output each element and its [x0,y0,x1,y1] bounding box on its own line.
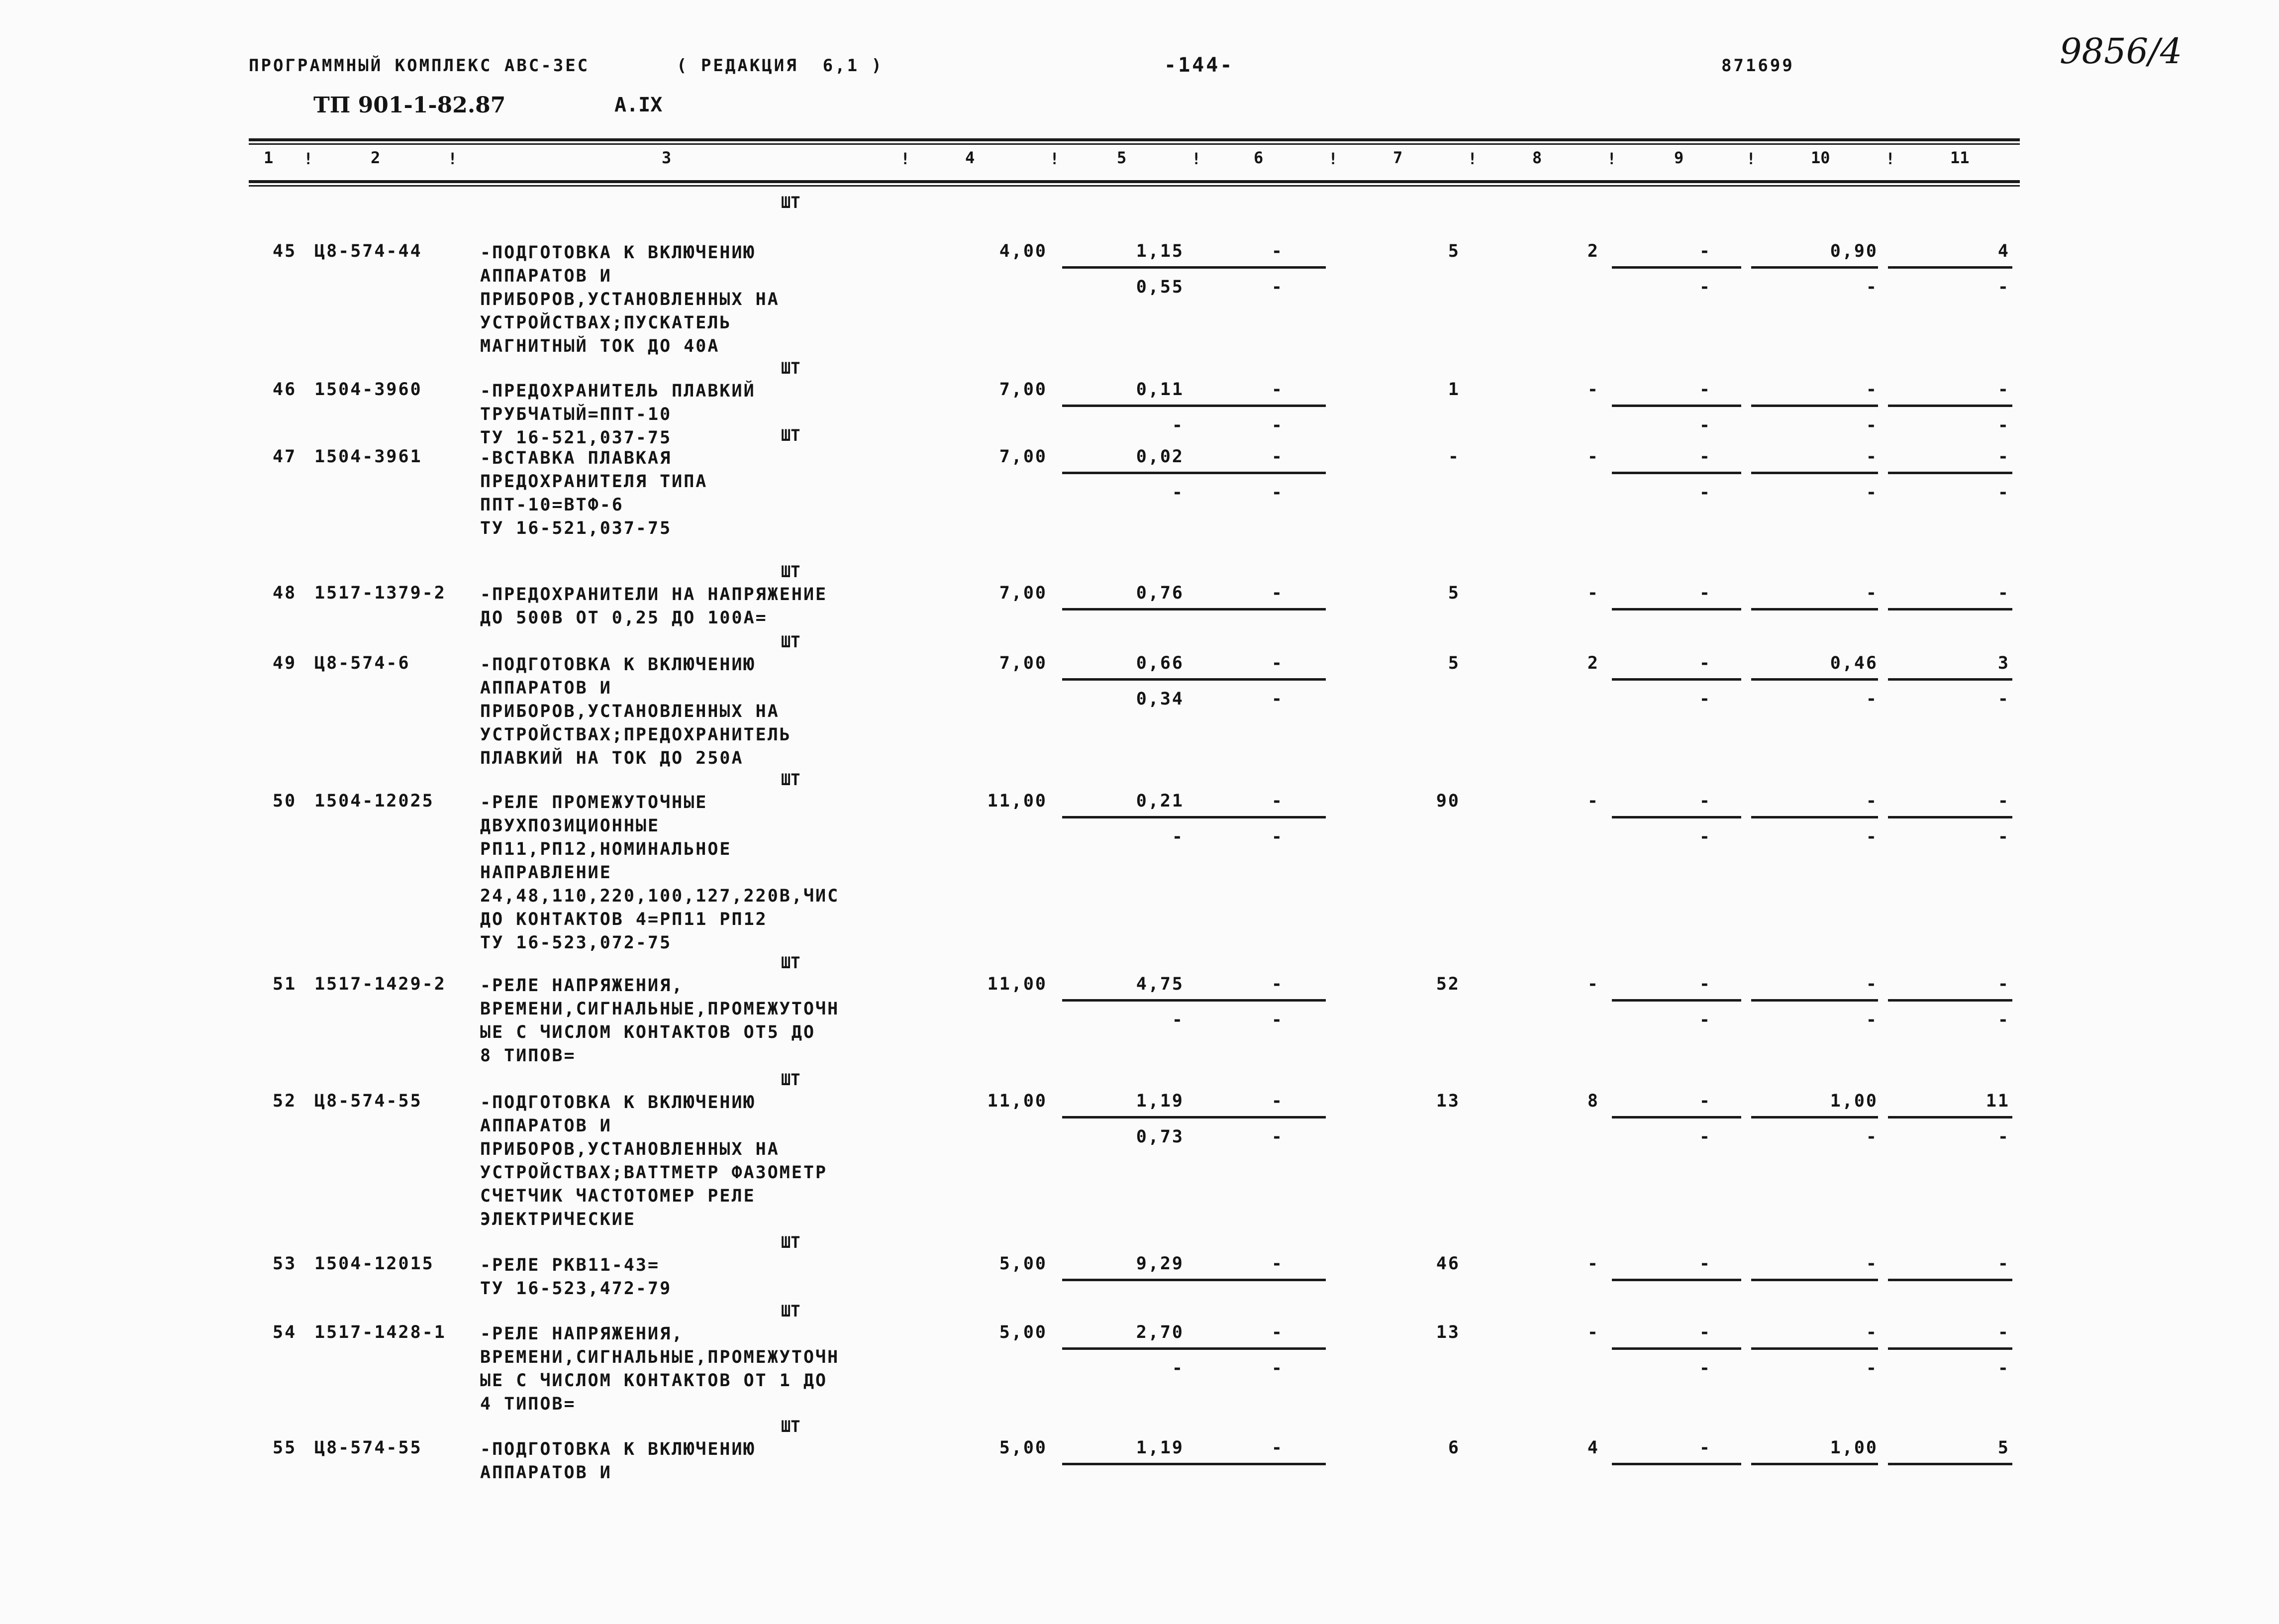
value-col10-secondary: - [1866,827,1878,847]
unit-label: ШТ [781,426,800,445]
value-col5-secondary: - [1172,1010,1184,1030]
value-col10-secondary: - [1866,277,1878,297]
value-divider-line [1751,266,1878,269]
row-number: 54 [273,1322,297,1342]
value-divider-line [1062,608,1199,610]
value-col7: 1 [1448,380,1460,400]
value-col10: - [1866,380,1878,400]
album-label: А.IX [614,94,663,116]
column-number-4: 4 [965,148,975,167]
value-col9: - [1699,241,1711,261]
value-col11: - [1997,583,2010,603]
value-col11-secondary: - [1997,277,2010,297]
item-code: 1517-1428-1 [314,1322,446,1342]
quantity-value: 7,00 [999,653,1047,673]
value-col6-secondary: - [1271,277,1284,297]
value-col9-secondary: - [1699,1358,1711,1378]
item-description: -РЕЛЕ НАПРЯЖЕНИЯ, ВРЕМЕНИ,СИГНАЛЬНЫЕ,ПРОМЕЖУТОЧН ЫЕ С ЧИСЛОМ КОНТАКТОВ ОТ 1 ДО 4 ТИПОВ= [480,1324,840,1414]
column-separator: ! [1050,149,1060,168]
header-rule-top2 [249,143,2020,145]
value-col10-secondary: - [1866,1127,1878,1147]
item-description: -ПОДГОТОВКА К ВКЛЮЧЕНИЮ АППАРАТОВ И ПРИБОРОВ,УСТАНОВЛЕННЫХ НА УСТРОЙСТВАХ;ВАТТМЕТР ФАЗОМЕТР СЧЕТЧИК ЧАСТОТОМЕР РЕЛЕ ЭЛЕКТРИЧЕСКИЕ [480,1093,828,1229]
value-col5: 0,76 [1136,583,1184,603]
value-col6-secondary: - [1271,415,1284,435]
item-description: -ПОДГОТОВКА К ВКЛЮЧЕНИЮ АППАРАТОВ И ПРИБОРОВ,УСТАНОВЛЕННЫХ НА УСТРОЙСТВАХ;ПУСКАТЕЛЬ МАГНИТНЫЙ ТОК ДО 40А [480,243,780,356]
row-number: 47 [273,447,297,467]
value-col6: - [1271,653,1284,673]
value-col6-secondary: - [1271,1127,1284,1147]
column-number-2: 2 [371,148,381,167]
item-code: 1517-1429-2 [314,974,446,994]
column-number-8: 8 [1532,148,1542,167]
value-col6: - [1271,583,1284,603]
value-divider-line [1888,608,2012,610]
value-col6: - [1271,974,1284,994]
value-divider-line [1612,678,1741,681]
value-col8: 2 [1587,653,1599,673]
value-col7: 13 [1436,1091,1460,1111]
column-separator: ! [1746,149,1756,168]
value-divider-line [1612,1279,1741,1281]
value-col9-secondary: - [1699,1127,1711,1147]
value-col10: - [1866,791,1878,811]
value-col9-secondary: - [1699,689,1711,709]
quantity-value: 5,00 [999,1322,1047,1342]
value-col7: 5 [1448,241,1460,261]
column-number-6: 6 [1254,148,1264,167]
value-divider-line [1751,472,1878,474]
value-col7: 13 [1436,1322,1460,1342]
unit-label: ШТ [781,359,800,378]
value-divider-line [1888,472,2012,474]
value-col6: - [1271,241,1284,261]
row-number: 55 [273,1438,297,1458]
value-col8: - [1587,583,1599,603]
value-col5: 0,02 [1136,447,1184,467]
item-description: -ПРЕДОХРАНИТЕЛИ НА НАПРЯЖЕНИЕ ДО 500В ОТ 0,25 ДО 100А= [480,585,828,628]
value-col8: - [1587,791,1599,811]
value-col6: - [1271,791,1284,811]
value-divider-line [1199,678,1326,681]
value-col5: 1,15 [1136,241,1184,261]
value-col9: - [1699,653,1711,673]
value-divider-line [1199,1116,1326,1118]
value-divider-line [1612,999,1741,1002]
row-number: 48 [273,583,297,603]
value-col11-secondary: - [1997,415,2010,435]
value-divider-line [1612,608,1741,610]
row-number: 52 [273,1091,297,1111]
value-divider-line [1062,1279,1199,1281]
item-code: 1517-1379-2 [314,583,446,603]
value-divider-line [1888,405,2012,407]
item-code: Ц8-574-55 [314,1091,422,1111]
value-col8: 4 [1587,1438,1599,1458]
value-col11: 5 [1997,1438,2010,1458]
value-col8: - [1587,447,1599,467]
item-description: -РЕЛЕ РКВ11-43= ТУ 16-523,472-79 [480,1255,672,1299]
unit-label: ШТ [781,1233,800,1252]
value-divider-line [1751,816,1878,818]
value-divider-line [1062,1347,1199,1350]
value-divider-line [1199,816,1326,818]
value-col5: 0,66 [1136,653,1184,673]
item-code: Ц8-574-6 [314,653,410,673]
column-number-9: 9 [1674,148,1684,167]
column-number-7: 7 [1393,148,1403,167]
value-divider-line [1888,1347,2012,1350]
value-divider-line [1199,1463,1326,1465]
value-col6: - [1271,1254,1284,1274]
quantity-value: 5,00 [999,1254,1047,1274]
value-divider-line [1612,816,1741,818]
quantity-value: 11,00 [987,1091,1047,1111]
value-divider-line [1751,608,1878,610]
value-divider-line [1888,1463,2012,1465]
value-divider-line [1062,999,1199,1002]
value-col9-secondary: - [1699,415,1711,435]
value-divider-line [1751,678,1878,681]
item-description: -РЕЛЕ ПРОМЕЖУТОЧНЫЕ ДВУХПОЗИЦИОННЫЕ РП11,РП12,НОМИНАЛЬНОЕ НАПРАВЛЕНИЕ 24,48,110,220,100,127,220В,ЧИС ДО КОНТАКТОВ 4=РП11 РП12 ТУ 16-523,072-75 [480,793,840,953]
unit-label: ШТ [781,562,800,581]
value-divider-line [1751,999,1878,1002]
value-col10-secondary: - [1866,415,1878,435]
value-col7: 5 [1448,583,1460,603]
value-col5: 9,29 [1136,1254,1184,1274]
value-col5: 1,19 [1136,1438,1184,1458]
value-divider-line [1751,1279,1878,1281]
quantity-value: 7,00 [999,583,1047,603]
value-divider-line [1612,472,1741,474]
quantity-value: 11,00 [987,974,1047,994]
value-divider-line [1751,405,1878,407]
value-col10: 0,90 [1830,241,1878,261]
value-col10: - [1866,1322,1878,1342]
value-col9: - [1699,791,1711,811]
value-col11: - [1997,791,2010,811]
item-code: 1504-12025 [314,791,434,811]
value-divider-line [1612,1116,1741,1118]
edition-label: ( РЕДАКЦИЯ 6,1 ) [677,56,884,76]
value-divider-line [1199,405,1326,407]
value-divider-line [1199,1279,1326,1281]
value-divider-line [1199,608,1326,610]
value-col6-secondary: - [1271,1010,1284,1030]
value-col5-secondary: 0,55 [1136,277,1184,297]
quantity-value: 5,00 [999,1438,1047,1458]
value-col9-secondary: - [1699,1010,1711,1030]
value-col11: 11 [1985,1091,2010,1111]
item-code: Ц8-574-55 [314,1438,422,1458]
row-number: 45 [273,241,297,261]
value-col7: 46 [1436,1254,1460,1274]
value-col5-secondary: - [1172,827,1184,847]
value-divider-line [1888,816,2012,818]
value-col11: 4 [1997,241,2010,261]
value-col7: - [1448,447,1460,467]
value-col8: 8 [1587,1091,1599,1111]
program-title: ПРОГРАММНЫЙ КОМПЛЕКС АВС-ЗЕС [249,56,590,76]
column-number-5: 5 [1117,148,1127,167]
item-code: 1504-12015 [314,1254,434,1274]
value-col8: - [1587,1322,1599,1342]
value-col10-secondary: - [1866,1358,1878,1378]
value-col8: - [1587,1254,1599,1274]
value-col10-secondary: - [1866,1010,1878,1030]
column-separator: ! [303,149,313,168]
value-divider-line [1751,1463,1878,1465]
header-rule-top [249,138,2020,141]
quantity-value: 7,00 [999,447,1047,467]
value-col11: - [1997,1254,2010,1274]
value-col10: 0,46 [1830,653,1878,673]
value-divider-line [1751,1347,1878,1350]
value-col10: 1,00 [1830,1091,1878,1111]
column-number-11: 11 [1950,148,1970,167]
value-col5: 2,70 [1136,1322,1184,1342]
item-description: -ПРЕДОХРАНИТЕЛЬ ПЛАВКИЙ ТРУБЧАТЫЙ=ППТ-10 ТУ 16-521,037-75 [480,381,756,448]
value-divider-line [1888,1116,2012,1118]
value-divider-line [1062,405,1199,407]
first-unit-label: ШТ [781,193,800,212]
value-col6: - [1271,1322,1284,1342]
value-col9: - [1699,583,1711,603]
value-col7: 6 [1448,1438,1460,1458]
value-col8: - [1587,974,1599,994]
column-separator: ! [448,149,458,168]
value-col11: - [1997,380,2010,400]
header-rule-bottom [249,180,2020,183]
value-col5-secondary: - [1172,483,1184,503]
column-number-10: 10 [1811,148,1830,167]
value-col7: 90 [1436,791,1460,811]
value-divider-line [1612,1347,1741,1350]
item-description: -ВСТАВКА ПЛАВКАЯ ПРЕДОХРАНИТЕЛЯ ТИПА ППТ-10=ВТФ-6 ТУ 16-521,037-75 [480,448,708,538]
document-code: 871699 [1721,56,1794,76]
value-col11-secondary: - [1997,689,2010,709]
value-col10: - [1866,974,1878,994]
item-description: -ПОДГОТОВКА К ВКЛЮЧЕНИЮ АППАРАТОВ И ПРИБОРОВ,УСТАНОВЛЕННЫХ НА УСТРОЙСТВАХ;ПРЕДОХРАНИТЕЛЬ ПЛАВКИЙ НА ТОК ДО 250А [480,655,792,768]
value-col6-secondary: - [1271,1358,1284,1378]
project-number: ТП 901-1-82.87 [313,93,506,118]
value-col11-secondary: - [1997,1358,2010,1378]
value-col9: - [1699,447,1711,467]
value-col9-secondary: - [1699,277,1711,297]
value-col11-secondary: - [1997,1010,2010,1030]
value-col10: - [1866,1254,1878,1274]
quantity-value: 4,00 [999,241,1047,261]
value-divider-line [1199,472,1326,474]
value-divider-line [1062,816,1199,818]
value-col5-secondary: - [1172,415,1184,435]
row-number: 53 [273,1254,297,1274]
unit-label: ШТ [781,1070,800,1089]
value-col6: - [1271,1091,1284,1111]
value-divider-line [1199,999,1326,1002]
value-col5: 4,75 [1136,974,1184,994]
value-col8: 2 [1587,241,1599,261]
value-col10: - [1866,583,1878,603]
value-col10-secondary: - [1866,483,1878,503]
value-col10: 1,00 [1830,1438,1878,1458]
value-divider-line [1888,999,2012,1002]
value-divider-line [1751,1116,1878,1118]
column-separator: ! [1191,149,1201,168]
item-description: -РЕЛЕ НАПРЯЖЕНИЯ, ВРЕМЕНИ,СИГНАЛЬНЫЕ,ПРОМЕЖУТОЧН ЫЕ С ЧИСЛОМ КОНТАКТОВ ОТ5 ДО 8 ТИПОВ= [480,976,840,1066]
value-divider-line [1888,266,2012,269]
value-divider-line [1062,266,1199,269]
quantity-value: 7,00 [999,380,1047,400]
value-divider-line [1199,1347,1326,1350]
column-separator: ! [1468,149,1478,168]
unit-label: ШТ [781,1417,800,1436]
unit-label: ШТ [781,770,800,789]
row-number: 51 [273,974,297,994]
value-divider-line [1062,1116,1199,1118]
value-col8: - [1587,380,1599,400]
value-col9-secondary: - [1699,483,1711,503]
value-col11: - [1997,974,2010,994]
value-col6-secondary: - [1271,827,1284,847]
item-code: 1504-3960 [314,380,422,400]
value-col11-secondary: - [1997,827,2010,847]
unit-label: ШТ [781,1302,800,1320]
row-number: 50 [273,791,297,811]
value-divider-line [1062,472,1199,474]
quantity-value: 11,00 [987,791,1047,811]
column-separator: ! [900,149,910,168]
value-divider-line [1062,1463,1199,1465]
value-col5: 0,21 [1136,791,1184,811]
value-col6-secondary: - [1271,689,1284,709]
value-col11-secondary: - [1997,483,2010,503]
header-rule-bottom2 [249,185,2020,187]
value-col7: 52 [1436,974,1460,994]
value-col11: - [1997,447,2010,467]
value-col9: - [1699,1091,1711,1111]
column-separator: ! [1885,149,1895,168]
value-col5: 1,19 [1136,1091,1184,1111]
value-col9: - [1699,974,1711,994]
page-number: -144- [1164,54,1234,77]
column-separator: ! [1328,149,1338,168]
value-col6-secondary: - [1271,483,1284,503]
value-divider-line [1888,1279,2012,1281]
value-col9: - [1699,1254,1711,1274]
value-divider-line [1062,678,1199,681]
value-col5-secondary: 0,73 [1136,1127,1184,1147]
value-col9: - [1699,1322,1711,1342]
value-col6: - [1271,1438,1284,1458]
item-description: -ПОДГОТОВКА К ВКЛЮЧЕНИЮ АППАРАТОВ И [480,1439,756,1483]
value-col10: - [1866,447,1878,467]
value-col9: - [1699,1438,1711,1458]
value-col6: - [1271,380,1284,400]
value-col7: 5 [1448,653,1460,673]
item-code: Ц8-574-44 [314,241,422,261]
value-col9: - [1699,380,1711,400]
value-col5-secondary: 0,34 [1136,689,1184,709]
value-col6: - [1271,447,1284,467]
row-number: 49 [273,653,297,673]
handwritten-note: 9856/4 [2060,31,2182,72]
value-col11: - [1997,1322,2010,1342]
value-divider-line [1612,1463,1741,1465]
value-divider-line [1612,405,1741,407]
value-col10-secondary: - [1866,689,1878,709]
column-number-3: 3 [662,148,672,167]
value-col5: 0,11 [1136,380,1184,400]
row-number: 46 [273,380,297,400]
value-col9-secondary: - [1699,827,1711,847]
column-separator: ! [1607,149,1617,168]
value-divider-line [1199,266,1326,269]
value-col11: 3 [1997,653,2010,673]
value-divider-line [1888,678,2012,681]
value-col5-secondary: - [1172,1358,1184,1378]
unit-label: ШТ [781,953,800,972]
value-col11-secondary: - [1997,1127,2010,1147]
value-divider-line [1612,266,1741,269]
item-code: 1504-3961 [314,447,422,467]
column-number-1: 1 [264,148,274,167]
unit-label: ШТ [781,632,800,651]
